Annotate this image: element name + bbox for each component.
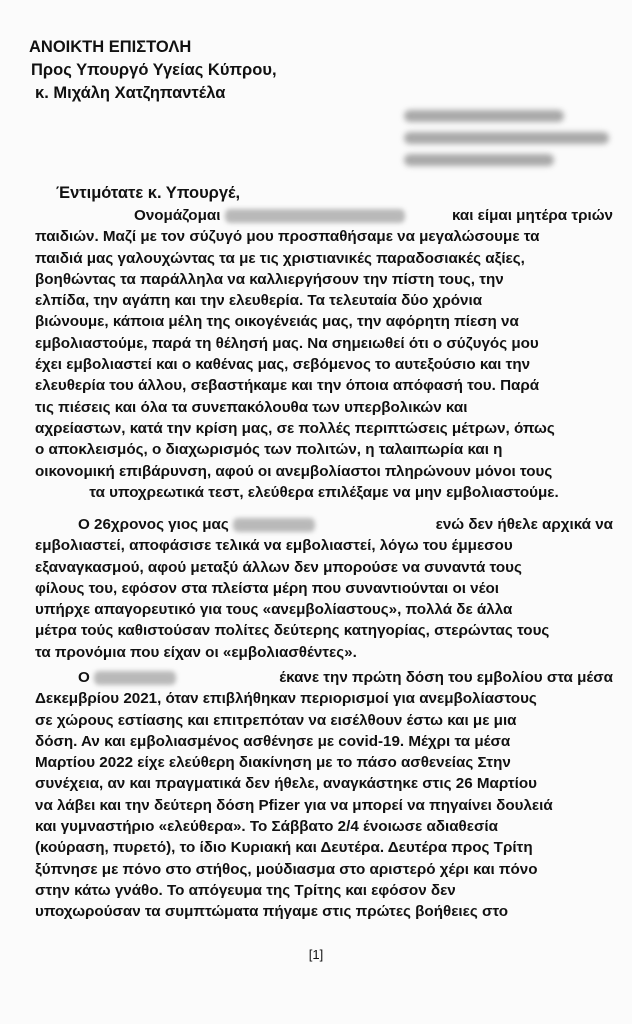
text-line: σε χώρους εστίασης και επιτρεπόταν να εισέλθουν έστω και με μια	[35, 711, 517, 729]
text-line: τα υποχρεωτικά τεστ, ελεύθερα επιλέξαμε να μην εμβολιαστούμε.	[89, 483, 559, 501]
text-line: ξύπνησε με πόνο στο στήθος, μούδιασμα στο αριστερό χέρι και πόνο	[35, 860, 538, 878]
redacted-name	[94, 671, 176, 685]
salutation: Έντιμότατε κ. Υπουργέ,	[56, 184, 241, 202]
text-line: παιδιών. Μαζί με τον σύζυγό μου προσπαθήσαμε να μεγαλώσουμε τα	[35, 228, 540, 246]
text-line: εμβολιαστεί, αποφάσισε τελικά να εμβολιαστεί, λόγω του έμμεσου	[35, 537, 513, 555]
text-line: τα προνόμια που είχαν οι «εμβολιασθέντες».	[35, 643, 357, 661]
redacted-name	[233, 518, 315, 532]
letter-title: ΑΝΟΙΚΤΗ ΕΠΙΣΤΟΛΗ	[29, 38, 192, 56]
text-line: τις πιέσεις και όλα τα συνεπακόλουθα των υπερβολικών και	[35, 398, 468, 416]
text-line: συνέχεια, αν και πραγματικά δεν ήθελε, αναγκάστηκε στις 26 Μαρτίου	[35, 775, 537, 793]
text-line: οικονομική επιβάρυνση, αφού οι ανεμβολίαστοι πληρώνουν μόνοι τους	[35, 462, 553, 480]
recipient-name: κ. Μιχάλη Χατζηπαντέλα	[35, 84, 226, 102]
letter-header	[24, 36, 277, 105]
text-line: και γυμναστήριο «ελεύθερα». Το Σάββατο 2/4 ένοιωσε αδιαθεσία	[35, 818, 498, 836]
text-line: Ο 26χρονος γιος μας ενώ δεν ήθελε αρχικά να	[78, 516, 613, 533]
text-line: βοηθώντας τα παράλληλα να καλλιεργήσουν την πίστη τους, την	[35, 270, 504, 288]
text-line: υποχωρούσαν τα συμπτώματα πήγαμε στις πρώτες βοήθειες στο	[35, 903, 508, 921]
text-line: υπήρχε απαγορευτικό για τους «ανεμβολίαστους», πολλά δε άλλα	[35, 601, 513, 619]
text-line: ο αποκλεισμός, ο διαχωρισμός των πολιτών, η ταλαιπωρία και η	[35, 441, 503, 459]
text-line: αχρείαστων, κατά την κρίση μας, σε πολλές περιπτώσεις μέτρων, όπως	[35, 419, 555, 437]
text-line: Δεκεμβρίου 2021, όταν επιβλήθηκαν περιορισμοί για ανεμβολίαστους	[35, 690, 537, 708]
paragraph-1	[35, 205, 613, 503]
text-line: ελευθερία του άλλου, σεβαστήκαμε και την όποια απόφασή του. Παρά	[35, 377, 540, 395]
page-number: [1]	[308, 947, 324, 962]
paragraph-2	[35, 514, 613, 663]
text-line: εξαναγκασμού, αφού μεταξύ άλλων δεν μπορούσε να συναντά τους	[35, 558, 522, 576]
text-line: εμβολιαστούμε, παρά τη θέλησή μας. Να σημειωθεί ότι ο σύζυγός μου	[35, 334, 539, 352]
text-line: μέτρα τούς καθιστούσαν πολίτες δεύτερης κατηγορίας, στερώντας τους	[35, 622, 550, 640]
text-line: δόση. Αν και εμβολιασμένος ασθένησε με covid-19. Μέχρι τα μέσα	[35, 732, 511, 750]
paragraph-3	[35, 667, 613, 923]
text-line: Ο έκανε την πρώτη δόση του εμβολίου στα μέσα	[78, 669, 613, 686]
text-line: Μαρτίου 2022 είχε ελεύθερη διακίνηση με το πάσο ασθενείας Στην	[35, 754, 511, 772]
text-line: φίλους του, εφόσον στα πλείστα μέρη που συναντιούνται οι νέοι	[35, 579, 499, 597]
recipient-line: Προς Υπουργό Υγείας Κύπρου,	[31, 61, 277, 79]
text-line: Ονομάζομαι και είμαι μητέρα τριών	[134, 207, 613, 224]
text-line: παιδιά μας γαλουχώντας τα με τις χριστιανικές παραδοσιακές αξίες,	[35, 249, 525, 267]
text-line: έχει εμβολιαστεί και ο καθένας μας, σεβόμενος το αυτεξούσιο και την	[35, 356, 531, 374]
redacted-sender-address	[382, 96, 612, 172]
text-line: (κούραση, πυρετό), το ίδιο Κυριακή και Δευτέρα. Δευτέρα προς Τρίτη	[35, 839, 533, 857]
text-line: στην κάτω γνάθο. Το απόγευμα της Τρίτης και εφόσον δεν	[35, 881, 456, 899]
text-line: να λάβει και την δεύτερη δόση Pfizer για να μπορεί να πηγαίνει δουλειά	[35, 796, 553, 814]
text-line: ελπίδα, την αγάπη και την ελευθερία. Τα τελευταία δύο χρόνια	[35, 292, 483, 310]
redacted-name	[225, 209, 405, 223]
text-line: βιώνουμε, κάποια μέλη της οικογένειάς μας, την αφόρητη πίεση να	[35, 313, 519, 331]
